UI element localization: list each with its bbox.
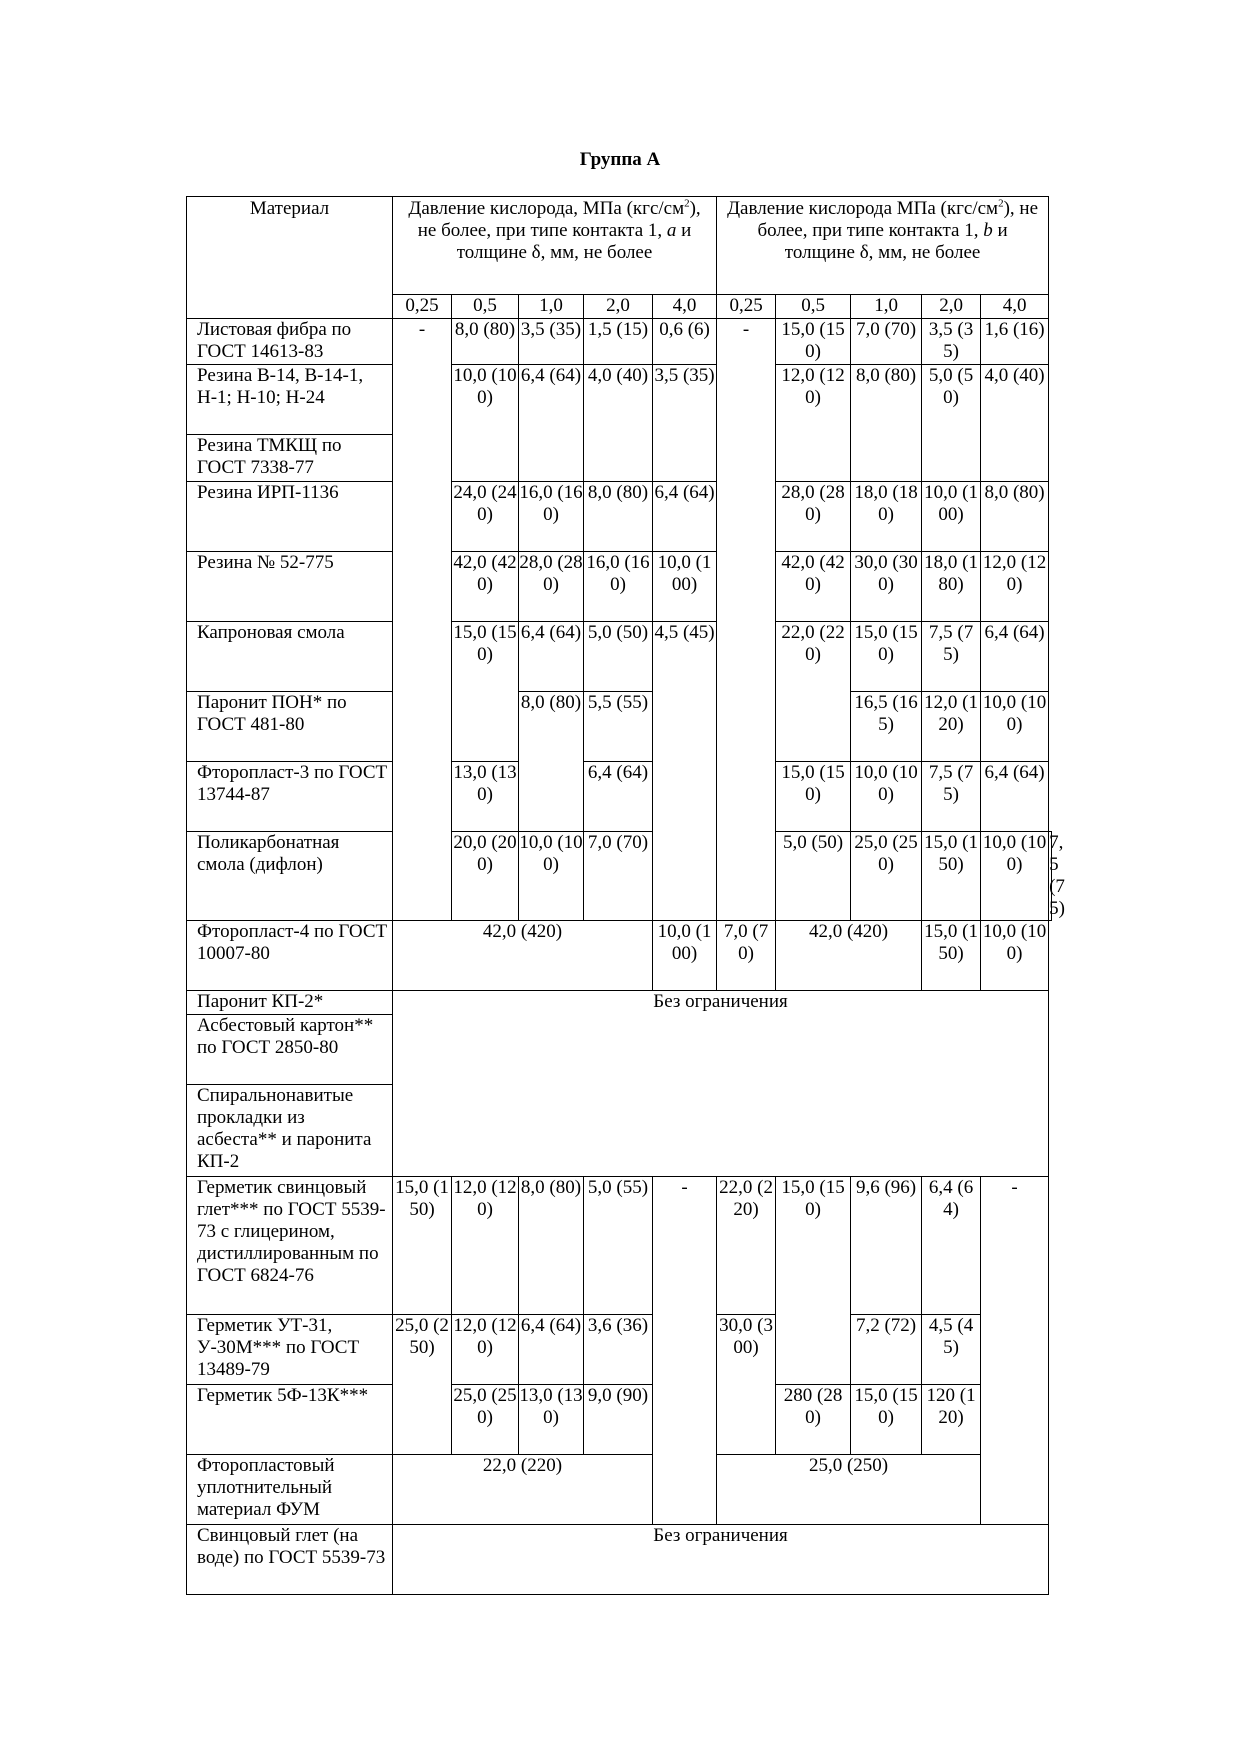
value-cell: 22,0 (220) xyxy=(776,622,851,762)
header-group-b-sup: 2 xyxy=(998,197,1004,210)
value-cell: 42,0 (420) xyxy=(776,921,922,991)
table-row xyxy=(187,692,1052,762)
value-cell: 15,0 (150) xyxy=(776,762,851,832)
table-row xyxy=(187,552,1052,622)
header-group-a-text: Давление кислорода, МПа (кгс/см xyxy=(408,198,685,219)
page-title: Группа А xyxy=(579,149,661,170)
material-cell: Капроновая смола xyxy=(187,622,393,692)
value-cell: 12,0 (120) xyxy=(776,365,851,482)
thickness-header: 1,0 xyxy=(851,295,922,319)
value-cell: 5,0 (50) xyxy=(776,832,851,921)
value-cell: 5,0 (50) xyxy=(922,365,981,482)
thickness-header: 0,25 xyxy=(393,295,452,319)
material-cell: Герметик УТ-31, У-30М*** по ГОСТ 13489-79 xyxy=(187,1315,393,1385)
header-group-b-text: Давление кислорода МПа (кгс/см xyxy=(727,198,999,219)
value-cell: - xyxy=(717,319,776,921)
value-cell: 4,0 (40) xyxy=(981,365,1049,482)
oxygen-pressure-table xyxy=(186,196,1065,1595)
value-cell: 10,0 (100) xyxy=(922,482,981,552)
value-cell: 15,0 (150) xyxy=(922,832,981,921)
value-cell: 1,6 (16) xyxy=(981,319,1049,365)
material-cell: Резина В-14, В-14-1, Н-1; Н-10; Н-24 xyxy=(187,365,393,435)
value-cell: 16,5 (165) xyxy=(851,692,922,762)
header-group-a-after: и толщине δ, мм, не более xyxy=(456,220,692,263)
value-cell: Без ограничения xyxy=(393,991,1049,1177)
value-cell: 6,4 (64) xyxy=(519,622,584,692)
value-cell: 24,0 (240) xyxy=(452,482,519,552)
value-cell: 12,0 (120) xyxy=(981,552,1049,622)
value-cell: 3,6 (36) xyxy=(584,1315,653,1385)
material-cell: Паронит КП-2* xyxy=(187,991,393,1015)
value-cell: 22,0 (220) xyxy=(717,1177,776,1315)
material-cell: Резина ИРП-1136 xyxy=(187,482,393,552)
value-cell: 15,0 (150) xyxy=(851,622,922,692)
value-cell: 5,0 (50) xyxy=(584,622,653,692)
material-cell: Резина № 52-775 xyxy=(187,552,393,622)
value-cell: 6,4 (64) xyxy=(519,365,584,482)
thickness-header: 0,5 xyxy=(776,295,851,319)
thickness-header: 2,0 xyxy=(922,295,981,319)
table-row xyxy=(187,1177,1052,1315)
value-cell: 7,5 (75) xyxy=(1049,832,1065,919)
value-cell: 42,0 (420) xyxy=(776,552,851,622)
value-cell: 10,0 (100) xyxy=(519,832,584,921)
value-cell: 12,0 (120) xyxy=(452,1177,519,1315)
value-cell: 8,0 (80) xyxy=(452,319,519,365)
value-cell: 16,0 (160) xyxy=(584,552,653,622)
value-cell: 4,5 (45) xyxy=(922,1315,981,1385)
value-cell: 7,2 (72) xyxy=(851,1315,922,1385)
header-material: Материал xyxy=(187,197,393,319)
value-cell: 18,0 (180) xyxy=(922,552,981,622)
value-cell: 280 (280) xyxy=(776,1385,851,1455)
value-cell: 15,0 (150) xyxy=(776,1177,851,1385)
table-row xyxy=(187,832,1052,921)
value-cell: 12,0 (120) xyxy=(452,1315,519,1385)
header-group-b-mid: ), не более, при типе контакта 1, xyxy=(757,198,1039,241)
header-group-a xyxy=(393,197,717,295)
value-cell: 6,4 (64) xyxy=(922,1177,981,1315)
header-group-b-letter: b xyxy=(983,220,993,241)
value-cell: 13,0 (130) xyxy=(519,1385,584,1455)
value-cell: - xyxy=(393,319,452,921)
material-cell: Фторопластовый уплотнительный материал ФУМ xyxy=(187,1455,393,1525)
table-row xyxy=(187,319,1052,365)
value-cell: 7,0 (70) xyxy=(851,319,922,365)
thickness-header: 0,25 xyxy=(717,295,776,319)
material-cell: Фторопласт-4 по ГОСТ 10007-80 xyxy=(187,921,393,991)
value-cell: Без ограничения xyxy=(393,1525,1049,1595)
value-cell: 7,0 (70) xyxy=(717,921,776,991)
value-cell: 120 (120) xyxy=(922,1385,981,1455)
table-row xyxy=(187,622,1052,692)
value-cell: 8,0 (80) xyxy=(981,482,1049,552)
value-cell: 8,0 (80) xyxy=(519,692,584,832)
value-cell: - xyxy=(653,1177,717,1525)
table-row xyxy=(187,482,1052,552)
material-cell: Герметик свинцовый глет*** по ГОСТ 5539-73 с глицерином, дистиллированным по ГОСТ 6824-76 xyxy=(187,1177,393,1315)
value-cell: 10,0 (100) xyxy=(981,692,1049,762)
value-cell: 6,4 (64) xyxy=(981,762,1049,832)
value-cell: 9,0 (90) xyxy=(584,1385,653,1455)
thickness-header: 4,0 xyxy=(653,295,717,319)
table-row xyxy=(187,1455,1052,1525)
table-row xyxy=(187,991,1052,1015)
value-cell: 4,0 (40) xyxy=(584,365,653,482)
material-cell: Герметик 5Ф-13К*** xyxy=(187,1385,393,1455)
value-cell: 25,0 (250) xyxy=(717,1455,981,1525)
value-cell: 15,0 (150) xyxy=(452,622,519,762)
value-cell: 3,5 (35) xyxy=(519,319,584,365)
value-cell: 5,5 (55) xyxy=(584,692,653,762)
value-cell: 3,5 (35) xyxy=(653,365,717,482)
header-group-b-after: и толщине δ, мм, не более xyxy=(784,220,1008,263)
value-cell: 10,0 (100) xyxy=(981,921,1049,991)
value-cell: 7,5 (75) xyxy=(922,762,981,832)
value-cell: 15,0 (150) xyxy=(393,1177,452,1315)
value-cell: 8,0 (80) xyxy=(519,1177,584,1315)
material-cell: Свинцовый глет (на воде) по ГОСТ 5539-73 xyxy=(187,1525,393,1595)
value-cell: 6,4 (64) xyxy=(519,1315,584,1385)
table-row xyxy=(187,921,1052,991)
table-row xyxy=(187,1385,1052,1455)
value-cell: 18,0 (180) xyxy=(851,482,922,552)
value-cell: 10,0 (100) xyxy=(653,921,717,991)
table-row xyxy=(187,1525,1052,1595)
value-cell: 4,5 (45) xyxy=(653,622,717,921)
thickness-header: 4,0 xyxy=(981,295,1049,319)
value-cell: 10,0 (100) xyxy=(653,552,717,622)
value-cell: 15,0 (150) xyxy=(851,1385,922,1455)
material-cell: Резина ТМКЩ по ГОСТ 7338-77 xyxy=(187,435,393,482)
value-cell: 30,0 (300) xyxy=(717,1315,776,1455)
value-cell: 25,0 (250) xyxy=(452,1385,519,1455)
material-cell: Спиральнонавитые прокладки из асбеста** и паронита КП-2 xyxy=(187,1085,393,1177)
value-cell: 1,5 (15) xyxy=(584,319,653,365)
value-cell: 15,0 (150) xyxy=(776,319,851,365)
value-cell: 22,0 (220) xyxy=(393,1455,653,1525)
value-cell: 28,0 (280) xyxy=(776,482,851,552)
header-group-a-sup: 2 xyxy=(684,197,690,210)
value-cell: 25,0 (250) xyxy=(393,1315,452,1455)
value-cell: 42,0 (420) xyxy=(393,921,653,991)
header-group-a-mid: ), не более, при типе контакта 1, xyxy=(417,198,701,241)
material-cell: Паронит ПОН* по ГОСТ 481-80 xyxy=(187,692,393,762)
table-row xyxy=(187,762,1052,832)
value-cell: 16,0 (160) xyxy=(519,482,584,552)
value-cell: 15,0 (150) xyxy=(922,921,981,991)
value-cell: 8,0 (80) xyxy=(584,482,653,552)
value-cell: 10,0 (100) xyxy=(981,832,1049,921)
value-cell: 5,0 (55) xyxy=(584,1177,653,1315)
thickness-header: 2,0 xyxy=(584,295,653,319)
material-cell: Фторопласт-3 по ГОСТ 13744-87 xyxy=(187,762,393,832)
value-cell: 10,0 (100) xyxy=(851,762,922,832)
value-cell: 28,0 (280) xyxy=(519,552,584,622)
thickness-header: 0,5 xyxy=(452,295,519,319)
header-group-a-letter: a xyxy=(666,220,677,241)
table-row xyxy=(187,1315,1052,1385)
material-cell: Поликарбонатная смола (дифлон) xyxy=(187,832,393,921)
value-cell: 9,6 (96) xyxy=(851,1177,922,1315)
value-cell: 25,0 (250) xyxy=(851,832,922,921)
value-cell: 8,0 (80) xyxy=(851,365,922,482)
value-cell: - xyxy=(981,1177,1049,1525)
value-cell: 3,5 (35) xyxy=(922,319,981,365)
header-group-b xyxy=(717,197,1049,295)
value-cell: 6,4 (64) xyxy=(653,482,717,552)
material-cell: Асбестовый картон** по ГОСТ 2850-80 xyxy=(187,1015,393,1085)
value-cell: 10,0 (100) xyxy=(452,365,519,482)
value-cell: 0,6 (6) xyxy=(653,319,717,365)
material-cell: Листовая фибра по ГОСТ 14613-83 xyxy=(187,319,393,365)
value-cell: 42,0 (420) xyxy=(452,552,519,622)
table-row xyxy=(187,365,1052,435)
value-cell: 6,4 (64) xyxy=(981,622,1049,692)
value-cell: 20,0 (200) xyxy=(452,832,519,921)
value-cell: 6,4 (64) xyxy=(584,762,653,832)
value-cell: 12,0 (120) xyxy=(922,692,981,762)
value-cell: 13,0 (130) xyxy=(452,762,519,832)
value-cell: 7,5 (75) xyxy=(922,622,981,692)
value-cell: 30,0 (300) xyxy=(851,552,922,622)
value-cell: 7,0 (70) xyxy=(584,832,653,921)
thickness-header: 1,0 xyxy=(519,295,584,319)
